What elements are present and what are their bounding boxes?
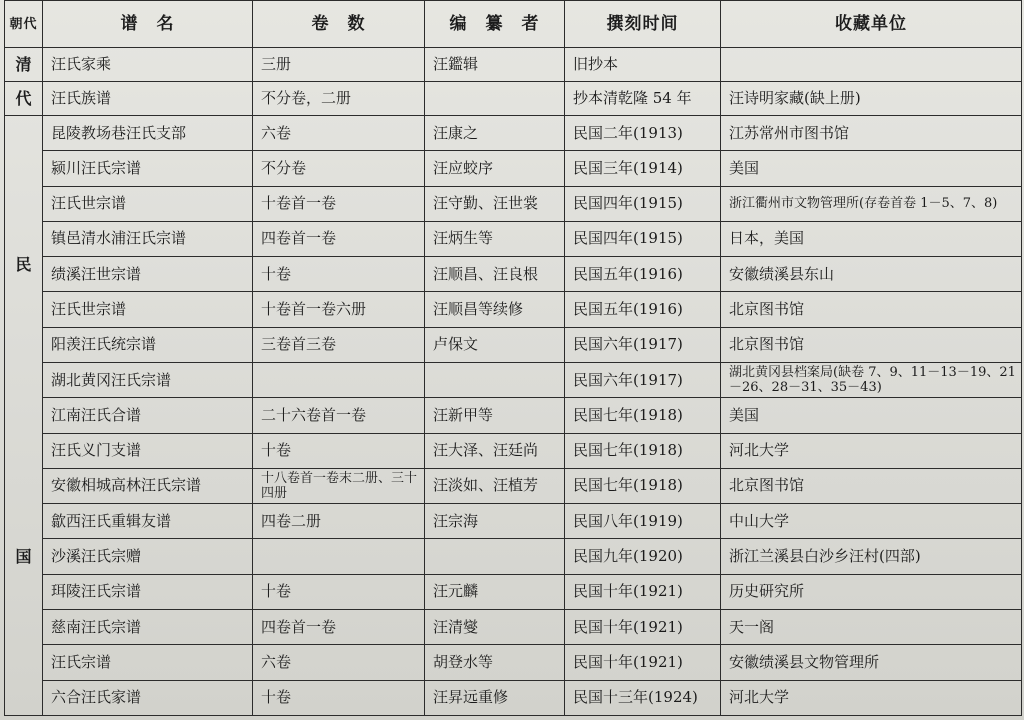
table-row: [5, 574, 1022, 609]
cell-time: 抄本清乾隆 54 年: [565, 82, 721, 116]
cell-editor: 汪清燮: [425, 609, 565, 644]
cell-time: 民国十年(1921): [565, 609, 721, 644]
cell-holder: 北京图书馆: [721, 292, 1022, 327]
cell-name: 江南汪氏合谱: [43, 398, 253, 433]
cell-holder: 历史研究所: [721, 574, 1022, 609]
cell-volumes: 十八卷首一卷末二册、三十四册: [253, 468, 425, 503]
cell-editor: 汪顺昌等续修: [425, 292, 565, 327]
cell-holder: 中山大学: [721, 504, 1022, 539]
cell-holder: 北京图书馆: [721, 327, 1022, 362]
cell-name: 汪氏家乘: [43, 48, 253, 82]
table-row: [5, 539, 1022, 574]
header-volumes: 卷 数: [253, 1, 425, 48]
table-row: [5, 504, 1022, 539]
cell-time: 民国十年(1921): [565, 645, 721, 680]
cell-name: 安徽相城高林汪氏宗谱: [43, 468, 253, 503]
cell-editor: 汪元麟: [425, 574, 565, 609]
cell-editor: 汪昇远重修: [425, 680, 565, 716]
cell-volumes: [253, 362, 425, 397]
cell-holder: [721, 48, 1022, 82]
cell-holder: 日本，美国: [721, 221, 1022, 256]
cell-time: 民国九年(1920): [565, 539, 721, 574]
cell-volumes: [253, 539, 425, 574]
table-row: [5, 221, 1022, 256]
cell-name: 颍川汪氏宗谱: [43, 151, 253, 186]
cell-volumes: 四卷首一卷: [253, 609, 425, 644]
table-row: [5, 398, 1022, 433]
cell-holder: 安徽绩溪县东山: [721, 257, 1022, 292]
cell-time: 民国七年(1918): [565, 468, 721, 503]
cell-time: 民国五年(1916): [565, 257, 721, 292]
table-row: [5, 186, 1022, 221]
table-row: [5, 609, 1022, 644]
cell-name: 昆陵教场巷汪氏支部: [43, 116, 253, 151]
header-name: 谱 名: [43, 1, 253, 48]
cell-editor: 汪鑑辑: [425, 48, 565, 82]
header-holder: 收藏单位: [721, 1, 1022, 48]
cell-time: 民国五年(1916): [565, 292, 721, 327]
cell-editor: 汪守勤、汪世裳: [425, 186, 565, 221]
cell-name: 沙溪汪氏宗赠: [43, 539, 253, 574]
cell-name: 珥陵汪氏宗谱: [43, 574, 253, 609]
cell-volumes: 十卷: [253, 680, 425, 716]
cell-name: 汪氏世宗谱: [43, 186, 253, 221]
cell-editor: 汪顺昌、汪良根: [425, 257, 565, 292]
cell-editor: [425, 362, 565, 397]
cell-time: 民国六年(1917): [565, 362, 721, 397]
cell-volumes: 十卷首一卷: [253, 186, 425, 221]
cell-name: 汪氏族谱: [43, 82, 253, 116]
table-row: [5, 257, 1022, 292]
cell-time: 民国六年(1917): [565, 327, 721, 362]
cell-volumes: 六卷: [253, 645, 425, 680]
genealogy-table: [4, 0, 1022, 716]
cell-editor: [425, 82, 565, 116]
cell-name: 歙西汪氏重辑友谱: [43, 504, 253, 539]
table-row: [5, 48, 1022, 82]
cell-time: 民国十年(1921): [565, 574, 721, 609]
cell-editor: 汪新甲等: [425, 398, 565, 433]
cell-time: 民国十三年(1924): [565, 680, 721, 716]
table-row: [5, 468, 1022, 503]
cell-editor: 汪宗海: [425, 504, 565, 539]
cell-holder: 安徽绩溪县文物管理所: [721, 645, 1022, 680]
cell-editor: 汪大泽、汪廷尚: [425, 433, 565, 468]
cell-editor: 汪应蛟序: [425, 151, 565, 186]
table-row: [5, 292, 1022, 327]
cell-editor: 卢保文: [425, 327, 565, 362]
header-dynasty: 朝代: [5, 1, 43, 48]
cell-time: 民国八年(1919): [565, 504, 721, 539]
table-row: [5, 116, 1022, 151]
cell-name: 六合汪氏家谱: [43, 680, 253, 716]
cell-name: 绩溪汪世宗谱: [43, 257, 253, 292]
cell-volumes: 三册: [253, 48, 425, 82]
cell-holder: 湖北黄冈县档案局(缺卷 7、9、11－13－19、21－26、28－31、35－43): [721, 362, 1022, 397]
table-row: [5, 433, 1022, 468]
dynasty-cell-minguo: [5, 116, 43, 716]
cell-volumes: 四卷首一卷: [253, 221, 425, 256]
cell-holder: 浙江兰溪县白沙乡汪村(四部): [721, 539, 1022, 574]
cell-holder: 美国: [721, 398, 1022, 433]
cell-time: 民国四年(1915): [565, 221, 721, 256]
cell-name: 汪氏宗谱: [43, 645, 253, 680]
cell-volumes: 不分卷，二册: [253, 82, 425, 116]
cell-time: 民国三年(1914): [565, 151, 721, 186]
cell-volumes: 十卷: [253, 433, 425, 468]
cell-time: 民国七年(1918): [565, 398, 721, 433]
dynasty-cell-qing-1: 清: [5, 48, 43, 82]
cell-name: 镇邑清水浦汪氏宗谱: [43, 221, 253, 256]
header-editor: 编 纂 者: [425, 1, 565, 48]
cell-time: 民国七年(1918): [565, 433, 721, 468]
cell-time: 民国二年(1913): [565, 116, 721, 151]
cell-volumes: 六卷: [253, 116, 425, 151]
cell-time: 民国四年(1915): [565, 186, 721, 221]
cell-name: 阳羡汪氏统宗谱: [43, 327, 253, 362]
cell-name: 汪氏义门支谱: [43, 433, 253, 468]
table-row: [5, 82, 1022, 116]
table-header-row: [5, 1, 1022, 48]
cell-volumes: 十卷首一卷六册: [253, 292, 425, 327]
dynasty-char-min: 民: [15, 255, 32, 274]
cell-editor: 汪康之: [425, 116, 565, 151]
cell-editor: [425, 539, 565, 574]
cell-volumes: 四卷二册: [253, 504, 425, 539]
cell-holder: 美国: [721, 151, 1022, 186]
cell-name: 汪氏世宗谱: [43, 292, 253, 327]
cell-volumes: 十卷: [253, 574, 425, 609]
cell-editor: 汪炳生等: [425, 221, 565, 256]
cell-holder: 河北大学: [721, 433, 1022, 468]
table-row: [5, 151, 1022, 186]
cell-name: 慈南汪氏宗谱: [43, 609, 253, 644]
cell-volumes: 十卷: [253, 257, 425, 292]
dynasty-cell-qing-2: 代: [5, 82, 43, 116]
cell-editor: 汪淡如、汪植芳: [425, 468, 565, 503]
table-row: [5, 680, 1022, 716]
table-row: [5, 362, 1022, 397]
header-time: 撰刻时间: [565, 1, 721, 48]
cell-holder: 天一阁: [721, 609, 1022, 644]
cell-holder: 江苏常州市图书馆: [721, 116, 1022, 151]
table-row: [5, 327, 1022, 362]
cell-volumes: 二十六卷首一卷: [253, 398, 425, 433]
cell-holder: 北京图书馆: [721, 468, 1022, 503]
cell-holder: 河北大学: [721, 680, 1022, 716]
cell-editor: 胡登水等: [425, 645, 565, 680]
dynasty-char-guo: 国: [15, 547, 32, 566]
table-row: [5, 645, 1022, 680]
cell-volumes: 三卷首三卷: [253, 327, 425, 362]
cell-holder: 浙江衢州市文物管理所(存卷首卷 1－5、7、8): [721, 186, 1022, 221]
cell-holder: 汪诗明家藏(缺上册): [721, 82, 1022, 116]
cell-time: 旧抄本: [565, 48, 721, 82]
cell-name: 湖北黄冈汪氏宗谱: [43, 362, 253, 397]
cell-volumes: 不分卷: [253, 151, 425, 186]
